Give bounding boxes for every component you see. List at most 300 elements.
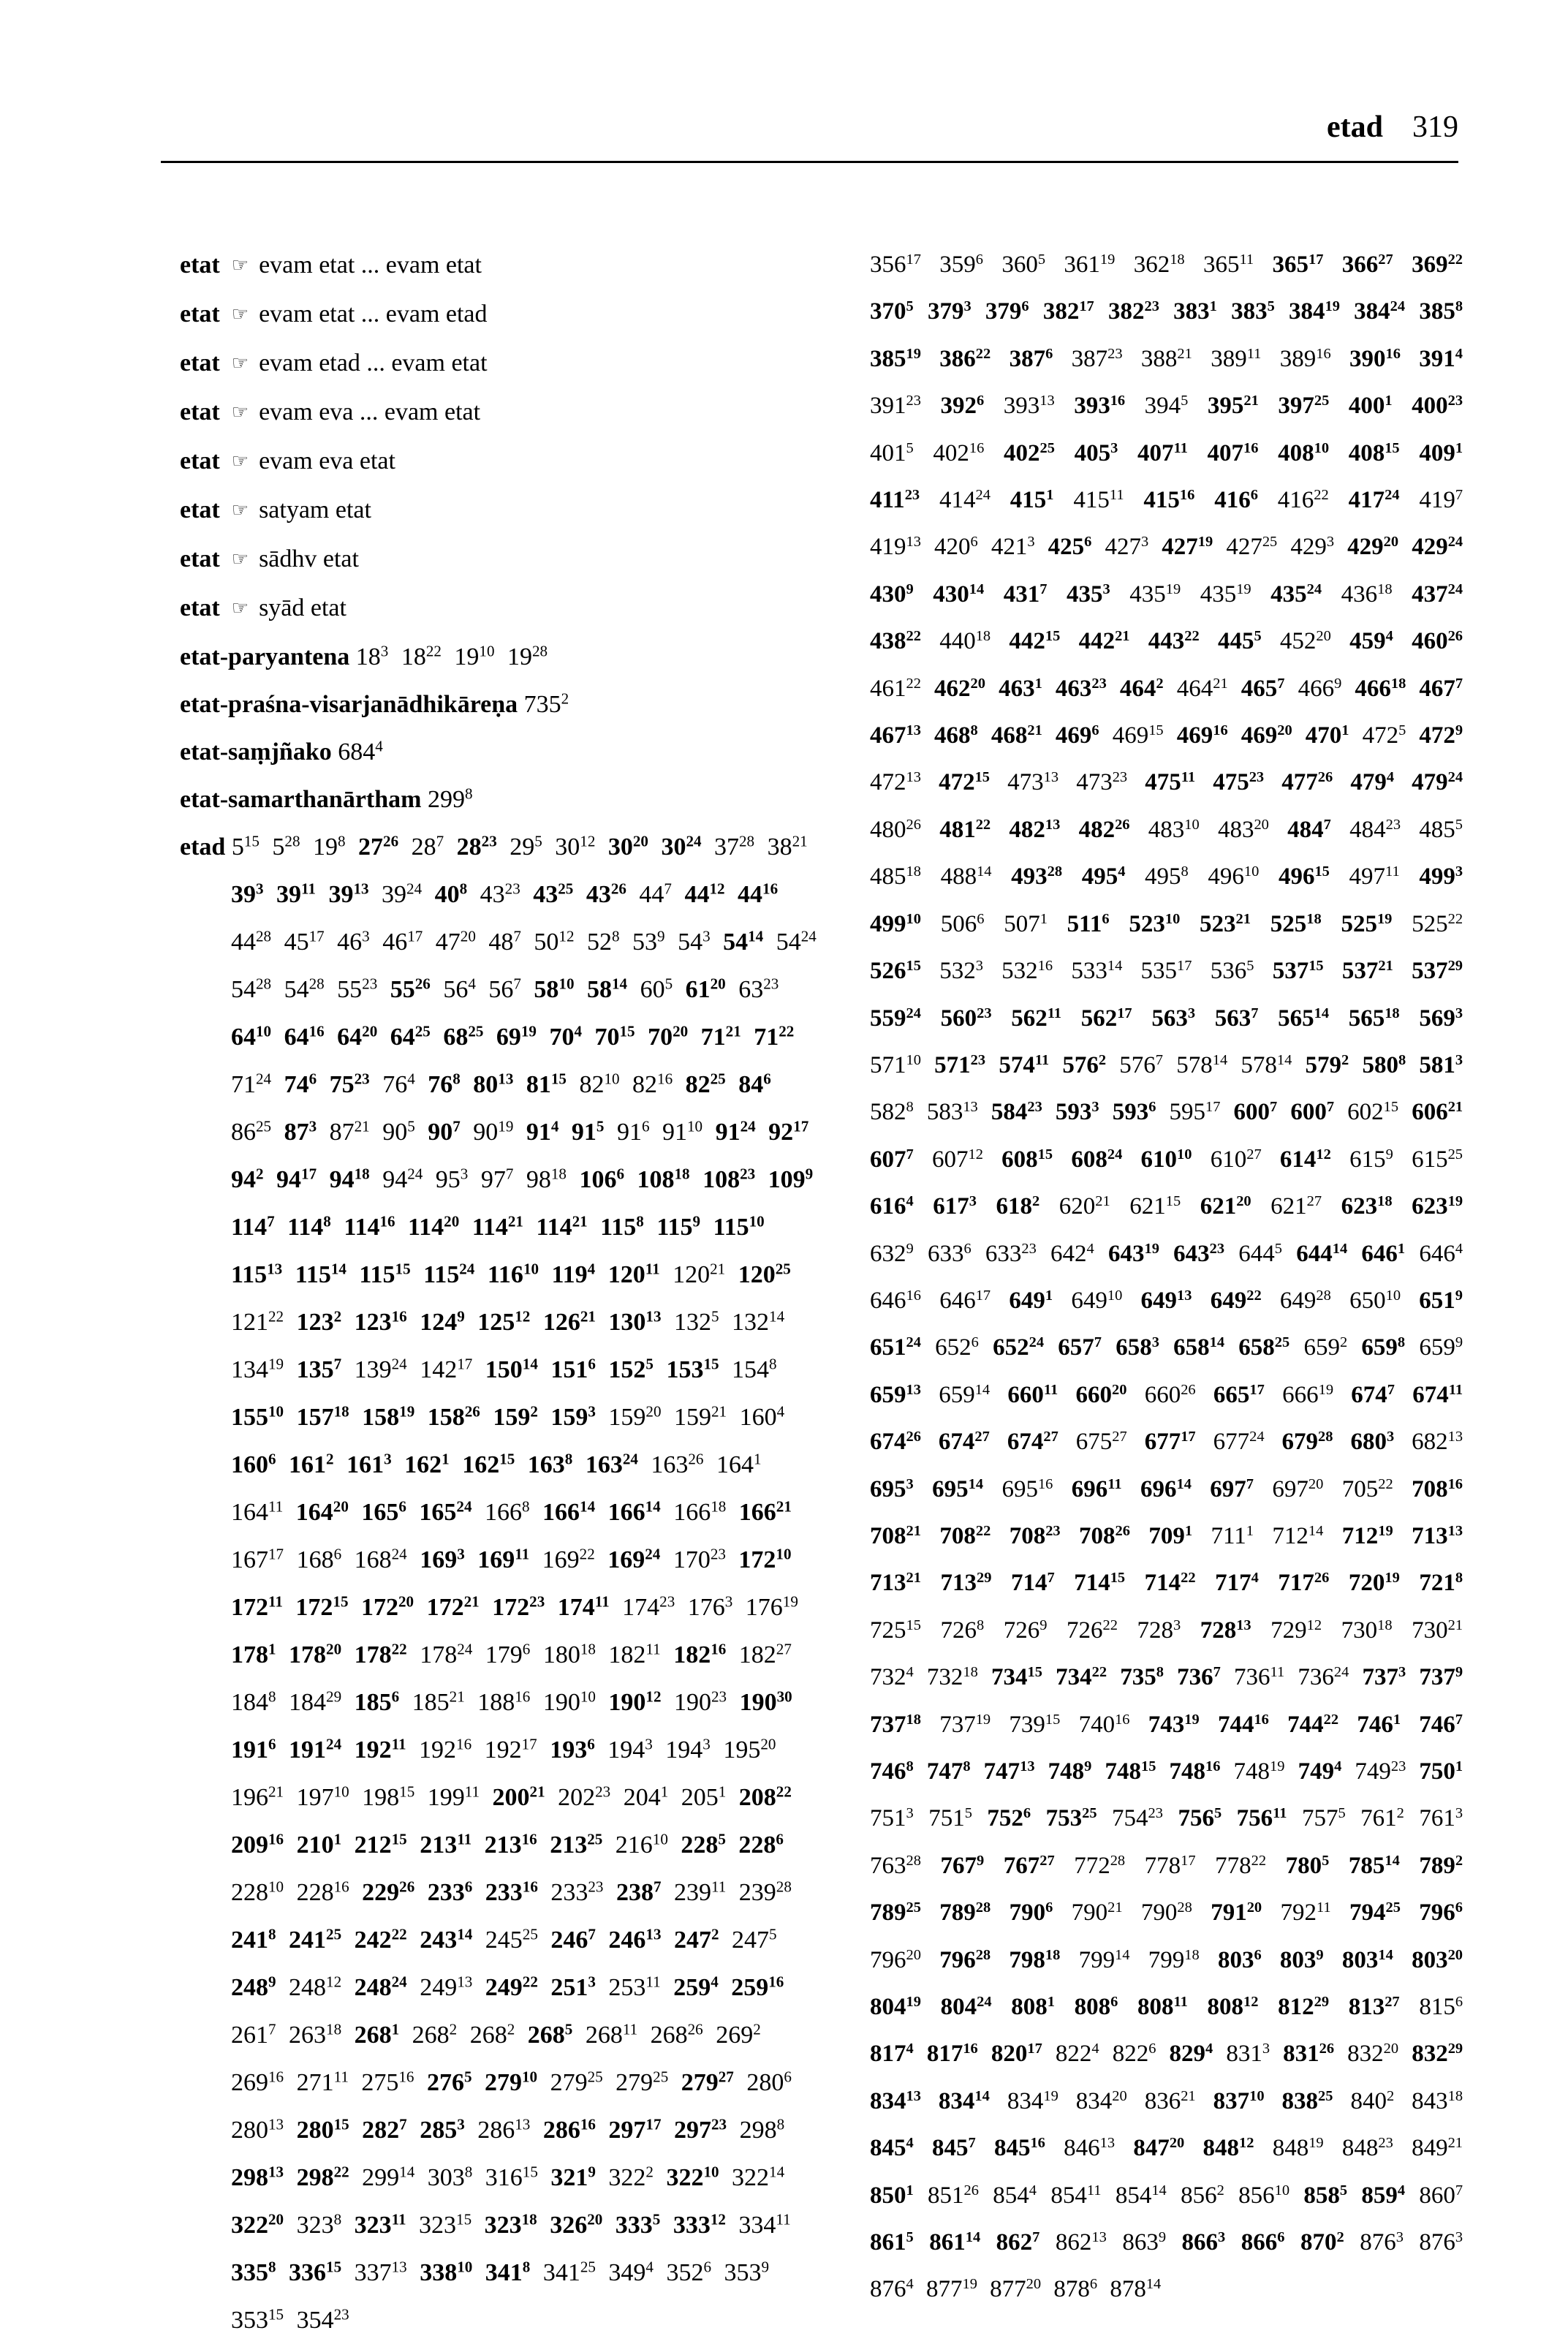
reference: $279^{25}$ xyxy=(550,2068,603,2096)
reference: $98^{18}$ xyxy=(526,1165,567,1193)
reference: $817^{16}$ xyxy=(926,2041,978,2068)
reference: $506^6$ xyxy=(940,910,985,937)
reference: $743^{19}$ xyxy=(1148,1711,1200,1738)
reference: $744^{22}$ xyxy=(1287,1711,1339,1738)
reference: $712^{19}$ xyxy=(1341,1522,1393,1549)
reference: $407^{16}$ xyxy=(1207,439,1259,466)
reference: $87^{21}$ xyxy=(329,1117,370,1146)
reference: $414^{24}$ xyxy=(939,486,991,514)
reference: $578^{14}$ xyxy=(1176,1051,1228,1078)
reference: $560^{23}$ xyxy=(940,1005,992,1032)
reference: $43^{26}$ xyxy=(586,880,626,908)
reference: $44^{16}$ xyxy=(738,880,779,908)
reference: $169^3$ xyxy=(420,1545,465,1573)
reference: $739^{15}$ xyxy=(1009,1711,1061,1738)
reference: $790^6$ xyxy=(1009,1899,1053,1927)
reference: $286^{13}$ xyxy=(477,2115,531,2144)
reference: $767^9$ xyxy=(940,1852,985,1879)
reference: $623^{18}$ xyxy=(1341,1192,1393,1220)
reference: $697^{20}$ xyxy=(1272,1475,1324,1502)
reference: $475^{23}$ xyxy=(1213,769,1265,796)
reference: $748^9$ xyxy=(1048,1758,1092,1785)
reference: $160^6$ xyxy=(231,1450,276,1478)
reference: $576^2$ xyxy=(1062,1051,1107,1078)
reference: $421^3$ xyxy=(991,534,1035,561)
entry-headword: etat xyxy=(180,252,220,279)
reference: $804^{24}$ xyxy=(940,1993,992,2021)
reference: $275^{16}$ xyxy=(361,2068,414,2096)
reference: $228^5$ xyxy=(681,1830,726,1859)
reference: $858^5$ xyxy=(1303,2182,1348,2209)
reference: $108^{23}$ xyxy=(702,1165,756,1193)
reference: $714^{15}$ xyxy=(1074,1570,1126,1597)
reference: $286^{16}$ xyxy=(542,2115,596,2144)
crossref-entry xyxy=(180,339,823,388)
reference: $870^2$ xyxy=(1300,2228,1344,2256)
reference: $792^{11}$ xyxy=(1280,1899,1331,1927)
reference: $115^{14}$ xyxy=(295,1260,346,1288)
reference: $182^{16}$ xyxy=(673,1640,727,1668)
reference: $94^{24}$ xyxy=(382,1165,423,1193)
reference: $485^{18}$ xyxy=(870,863,921,891)
reference: $115^{10}$ xyxy=(713,1212,765,1241)
reference: $472^{13}$ xyxy=(870,769,921,796)
reference: $238^7$ xyxy=(616,1878,662,1906)
crossref-entry xyxy=(180,584,823,633)
reference: $352^6$ xyxy=(666,2258,711,2286)
reference: $785^{14}$ xyxy=(1348,1852,1400,1879)
reference: $333^{12}$ xyxy=(673,2210,726,2239)
reference: $120^{11}$ xyxy=(607,1260,660,1288)
reference: $697^7$ xyxy=(1210,1475,1254,1502)
reference: $369^{22}$ xyxy=(1412,251,1463,278)
reference: $297^{17}$ xyxy=(608,2115,662,2144)
reference: $335^8$ xyxy=(231,2258,276,2286)
reference: $581^3$ xyxy=(1419,1051,1463,1078)
reference: $537^{21}$ xyxy=(1341,957,1393,985)
reference: $337^{13}$ xyxy=(354,2258,407,2286)
reference: $621^{15}$ xyxy=(1129,1192,1181,1220)
reference: $18^{22}$ xyxy=(401,642,442,670)
reference: $322^{10}$ xyxy=(666,2163,719,2191)
reference: $616^4$ xyxy=(870,1192,914,1220)
index-entry xyxy=(180,728,823,776)
reference: $415^{11}$ xyxy=(1073,486,1124,514)
reference: $791^{20}$ xyxy=(1211,1899,1262,1927)
reference: $713^{29}$ xyxy=(940,1570,992,1597)
reference: $247^2$ xyxy=(673,1925,719,1954)
reference: $497^{11}$ xyxy=(1349,863,1400,891)
reference: $45^{17}$ xyxy=(284,927,325,956)
reference: $763^{28}$ xyxy=(870,1852,921,1879)
reference: $877^{20}$ xyxy=(990,2276,1042,2303)
reference: $169^{24}$ xyxy=(607,1545,661,1573)
reference: $737^9$ xyxy=(1419,1663,1463,1691)
reference: $5^{15}$ xyxy=(231,832,260,861)
reference: $243^{14}$ xyxy=(420,1925,473,1954)
pointing-hand-icon: ☞ xyxy=(231,352,249,374)
reference: $190^{12}$ xyxy=(608,1687,662,1716)
reference: $383^5$ xyxy=(1231,298,1275,325)
crossref-target: evam eva etat xyxy=(259,447,395,475)
reference: $430^{14}$ xyxy=(933,581,985,608)
reference: $427^{19}$ xyxy=(1162,534,1213,561)
reference: $142^{17}$ xyxy=(420,1355,473,1383)
reference: $385^8$ xyxy=(1419,298,1463,325)
reference: $123^{16}$ xyxy=(354,1307,407,1336)
reference: $431^7$ xyxy=(1003,581,1048,608)
reference: $323^8$ xyxy=(296,2210,342,2239)
reference: $19^8$ xyxy=(312,832,346,861)
reference: $736^{24}$ xyxy=(1298,1663,1349,1691)
reference: $303^8$ xyxy=(427,2163,473,2191)
reference: $757^5$ xyxy=(1301,1805,1346,1832)
reference: $87^3$ xyxy=(284,1117,317,1146)
reference: $537^{15}$ xyxy=(1272,957,1324,985)
reference: $714^7$ xyxy=(1010,1570,1055,1597)
reference: $834^{13}$ xyxy=(870,2087,921,2114)
reference: $808^6$ xyxy=(1074,1993,1118,2021)
reference: $213^{16}$ xyxy=(484,1830,537,1859)
reference: $409^1$ xyxy=(1419,439,1463,466)
reference: $725^{15}$ xyxy=(870,1617,921,1644)
reference: $496^{10}$ xyxy=(1208,863,1260,891)
reference: $649^{10}$ xyxy=(1071,1287,1123,1314)
reference: $674^{11}$ xyxy=(1412,1381,1463,1408)
pointing-hand-icon: ☞ xyxy=(231,597,249,619)
reference: $90^7$ xyxy=(428,1117,461,1146)
reference: $425^6$ xyxy=(1048,534,1092,561)
reference: $466^9$ xyxy=(1298,675,1342,702)
reference: $161^3$ xyxy=(346,1450,392,1478)
page-header xyxy=(161,110,1458,163)
reference: $618^2$ xyxy=(996,1192,1040,1220)
entry-headword: etat-saṃjñako xyxy=(180,738,332,765)
reference: $192^{11}$ xyxy=(354,1735,406,1763)
reference: $297^{23}$ xyxy=(673,2115,727,2144)
reference: $269^2$ xyxy=(716,2020,761,2049)
reference: $90^{19}$ xyxy=(473,1117,514,1146)
reference: $416^{22}$ xyxy=(1277,486,1329,514)
reference: $157^{18}$ xyxy=(296,1402,349,1431)
reference: $726^8$ xyxy=(940,1617,985,1644)
reference: $820^{17}$ xyxy=(991,2041,1042,2068)
reference: $90^5$ xyxy=(382,1117,415,1146)
reference: $460^{26}$ xyxy=(1412,628,1463,655)
reference: $429^3$ xyxy=(1290,534,1335,561)
crossref-entry xyxy=(180,486,823,535)
reference: $780^5$ xyxy=(1285,1852,1330,1879)
reference: $483^{10}$ xyxy=(1148,816,1200,843)
reference: $228^{10}$ xyxy=(231,1878,284,1906)
reference: $139^{24}$ xyxy=(354,1355,407,1383)
reference: $646^{17}$ xyxy=(939,1287,991,1314)
reference: $726^9$ xyxy=(1003,1617,1048,1644)
reference: $523^{21}$ xyxy=(1200,910,1251,937)
reference: $747^8$ xyxy=(926,1758,971,1785)
left-column xyxy=(180,241,823,2344)
reference: $532^{16}$ xyxy=(1001,957,1053,985)
reference: $417^{24}$ xyxy=(1348,486,1400,514)
reference: $798^{18}$ xyxy=(1009,1946,1061,1973)
reference: $737^{18}$ xyxy=(870,1711,921,1738)
reference: $58^{14}$ xyxy=(586,975,628,1003)
reference: $164^{11}$ xyxy=(231,1497,284,1526)
reference: $863^9$ xyxy=(1122,2228,1167,2256)
reference: $408^{10}$ xyxy=(1278,439,1330,466)
reference: $172^{23}$ xyxy=(492,1592,545,1621)
reference: $876^3$ xyxy=(1419,2228,1463,2256)
reference: $838^{25}$ xyxy=(1281,2087,1333,2114)
reference: $796^6$ xyxy=(1419,1899,1463,1927)
reference: $878^6$ xyxy=(1053,2276,1098,2303)
reference: $843^{18}$ xyxy=(1412,2087,1463,2114)
reference: $482^{26}$ xyxy=(1078,816,1130,843)
crossref-target: evam etad ... evam etat xyxy=(259,349,488,377)
reference: $607^{12}$ xyxy=(931,1146,983,1173)
reference: $56^4$ xyxy=(443,975,476,1003)
reference: $482^{13}$ xyxy=(1009,816,1061,843)
reference: $822^4$ xyxy=(1055,2041,1099,2068)
reference: $126^{21}$ xyxy=(542,1307,596,1336)
reference: $299^{14}$ xyxy=(362,2163,415,2191)
reference: $461^{22}$ xyxy=(870,675,921,702)
reference: $484^7$ xyxy=(1287,816,1331,843)
reference: $778^{22}$ xyxy=(1215,1852,1267,1879)
reference: $229^{26}$ xyxy=(362,1878,415,1906)
reference: $675^{27}$ xyxy=(1075,1428,1127,1456)
reference: $620^{21}$ xyxy=(1058,1192,1110,1220)
reference: $299^8$ xyxy=(428,785,473,813)
reference: $834^{14}$ xyxy=(938,2087,990,2114)
reference: $744^{16}$ xyxy=(1217,1711,1269,1738)
reference: $729^{12}$ xyxy=(1270,1617,1322,1644)
reference: $268^5$ xyxy=(527,2020,573,2049)
reference: $442^{21}$ xyxy=(1078,628,1130,655)
reference: $708^{21}$ xyxy=(870,1522,921,1549)
reference: $114^{21}$ xyxy=(536,1212,588,1241)
reference: $861^{14}$ xyxy=(929,2228,981,2256)
reference: $708^{22}$ xyxy=(939,1522,991,1549)
reference: $649^{13}$ xyxy=(1140,1287,1192,1314)
reference: $695^{14}$ xyxy=(932,1475,984,1502)
reference: $125^{12}$ xyxy=(477,1307,531,1336)
reference: $822^6$ xyxy=(1112,2041,1156,2068)
reference: $172^{10}$ xyxy=(738,1545,792,1573)
reference: $848^{19}$ xyxy=(1272,2135,1324,2162)
reference: $246^{13}$ xyxy=(608,1925,662,1954)
reference: $429^{20}$ xyxy=(1347,534,1399,561)
reference: $859^4$ xyxy=(1361,2182,1406,2209)
reference: $82^{25}$ xyxy=(685,1070,726,1098)
reference: $754^{23}$ xyxy=(1112,1805,1163,1832)
reference: $120^{21}$ xyxy=(673,1260,726,1288)
reference: $19^{10}$ xyxy=(454,642,495,670)
crossref-entry xyxy=(180,437,823,486)
reference: $846^{13}$ xyxy=(1064,2135,1116,2162)
reference: $674^{27}$ xyxy=(1007,1428,1058,1456)
reference: $165^{24}$ xyxy=(419,1497,472,1526)
reference: $92^{17}$ xyxy=(768,1117,809,1146)
reference: $228^{16}$ xyxy=(296,1878,349,1906)
reference: $54^{24}$ xyxy=(776,927,817,956)
reference: $435^{24}$ xyxy=(1270,581,1322,608)
reference: $856^{10}$ xyxy=(1238,2182,1290,2209)
reference: $608^{24}$ xyxy=(1071,1146,1123,1173)
reference: $84^6$ xyxy=(738,1070,771,1098)
reference: $469^{20}$ xyxy=(1241,722,1292,749)
reference: $233^{23}$ xyxy=(550,1878,604,1906)
crossref-target: evam etat ... evam etat xyxy=(259,252,482,279)
entry-headword: etat xyxy=(180,300,220,328)
reference: $402^{16}$ xyxy=(933,439,985,466)
reference: $194^3$ xyxy=(607,1735,653,1763)
reference: $479^4$ xyxy=(1350,769,1395,796)
reference: $184^8$ xyxy=(231,1687,276,1716)
reference: $365^{17}$ xyxy=(1272,251,1324,278)
reference: $804^{19}$ xyxy=(870,1993,921,2021)
reference: $803^9$ xyxy=(1279,1946,1324,1973)
reference: $52^8$ xyxy=(586,927,620,956)
reference: $836^{21}$ xyxy=(1144,2087,1196,2114)
reference: $705^{22}$ xyxy=(1341,1475,1393,1502)
reference: $876^4$ xyxy=(870,2276,914,2303)
reference: $341^{25}$ xyxy=(542,2258,596,2286)
reference: $341^8$ xyxy=(485,2258,531,2286)
reference: $247^5$ xyxy=(732,1925,777,1954)
reference: $834^{19}$ xyxy=(1007,2087,1058,2114)
reference: $323^{15}$ xyxy=(419,2210,472,2239)
reference: $209^{16}$ xyxy=(231,1830,284,1859)
reference: $537^{29}$ xyxy=(1412,957,1463,985)
reference: $360^5$ xyxy=(1001,251,1046,278)
reference: $190^{30}$ xyxy=(739,1687,792,1716)
reference: $862^{13}$ xyxy=(1055,2228,1107,2256)
reference: $163^8$ xyxy=(527,1450,573,1478)
reference: $856^2$ xyxy=(1181,2182,1224,2209)
reference: $321^9$ xyxy=(550,2163,596,2191)
reference: $803^{20}$ xyxy=(1412,1946,1463,1973)
reference: $384^{19}$ xyxy=(1289,298,1340,325)
reference: $95^3$ xyxy=(435,1165,469,1193)
reference: $674^{26}$ xyxy=(870,1428,921,1456)
reference: $750^1$ xyxy=(1419,1758,1463,1785)
reference: $435^{19}$ xyxy=(1129,581,1181,608)
reference: $94^2$ xyxy=(231,1165,264,1193)
reference: $271^{11}$ xyxy=(296,2068,349,2096)
reference: $834^{20}$ xyxy=(1075,2087,1127,2114)
reference: $753^{25}$ xyxy=(1045,1805,1097,1832)
reference: $68^{25}$ xyxy=(443,1022,484,1051)
reference: $53^9$ xyxy=(632,927,665,956)
reference: $323^{11}$ xyxy=(354,2210,406,2239)
reference: $44^7$ xyxy=(639,880,672,908)
reference: $76^4$ xyxy=(382,1070,415,1098)
reference: $392^6$ xyxy=(940,392,985,420)
reference: $280^6$ xyxy=(746,2068,792,2096)
reference: $713^{21}$ xyxy=(870,1570,921,1597)
reference: $495^4$ xyxy=(1081,863,1126,891)
reference: $239^{11}$ xyxy=(673,1878,727,1906)
reference: $316^{15}$ xyxy=(485,2163,538,2191)
reference: $91^5$ xyxy=(571,1117,605,1146)
reference: $862^7$ xyxy=(996,2228,1040,2256)
reference: $63^{23}$ xyxy=(738,975,779,1003)
reference: $832^{29}$ xyxy=(1412,2041,1463,2068)
reference: $169^{11}$ xyxy=(477,1545,530,1573)
reference: $233^6$ xyxy=(427,1878,473,1906)
reference: $817^4$ xyxy=(870,2041,914,2068)
reference: $30^{20}$ xyxy=(607,832,648,861)
reference: $176^3$ xyxy=(687,1592,733,1621)
reference: $803^{14}$ xyxy=(1341,1946,1393,1973)
reference: $114^{20}$ xyxy=(408,1212,460,1241)
reference: $837^{10}$ xyxy=(1213,2087,1265,2114)
reference: $172^{11}$ xyxy=(231,1592,283,1621)
reference: $401^5$ xyxy=(870,439,914,466)
pointing-hand-icon: ☞ xyxy=(231,548,249,570)
reference: $840^2$ xyxy=(1350,2087,1395,2114)
reference: $259^4$ xyxy=(673,1973,719,2001)
reference: $158^{19}$ xyxy=(362,1402,415,1431)
reference: $747^{13}$ xyxy=(983,1758,1035,1785)
reference: $623^{19}$ xyxy=(1412,1192,1463,1220)
reference: $395^{21}$ xyxy=(1207,392,1259,420)
reference: $172^{20}$ xyxy=(361,1592,414,1621)
reference: $674^7$ xyxy=(1351,1381,1395,1408)
entry-headword: etat-paryantena xyxy=(180,643,350,670)
reference: $178^{22}$ xyxy=(354,1640,407,1668)
reference: $600^7$ xyxy=(1290,1099,1335,1126)
reference: $172^{21}$ xyxy=(426,1592,480,1621)
reference: $415^1$ xyxy=(1010,486,1054,514)
reference: $632^9$ xyxy=(870,1240,914,1267)
reference: $468^8$ xyxy=(934,722,978,749)
reference: $851^{26}$ xyxy=(928,2182,979,2209)
reference: $761^3$ xyxy=(1419,1805,1463,1832)
reference: $761^2$ xyxy=(1360,1805,1404,1832)
reference: $251^3$ xyxy=(550,1973,596,2001)
reference: $166^{21}$ xyxy=(738,1497,792,1526)
reference: $756^{11}$ xyxy=(1236,1805,1287,1832)
reference: $602^{15}$ xyxy=(1347,1099,1399,1126)
reference: $436^{18}$ xyxy=(1341,581,1393,608)
reference: $437^{24}$ xyxy=(1412,581,1463,608)
reference: $123^2$ xyxy=(296,1307,342,1336)
reference: $430^9$ xyxy=(870,581,914,608)
reference: $607^7$ xyxy=(870,1146,914,1173)
reference: $579^2$ xyxy=(1305,1051,1349,1078)
reference: $30^{12}$ xyxy=(555,832,596,861)
reference: $812^{29}$ xyxy=(1278,1993,1330,2021)
reference: $38^{21}$ xyxy=(767,832,808,861)
reference: $268^2$ xyxy=(469,2020,515,2049)
reference: $734^{15}$ xyxy=(991,1663,1042,1691)
reference: $184^{29}$ xyxy=(289,1687,342,1716)
reference: $815^6$ xyxy=(1419,1993,1463,2021)
index-entry xyxy=(180,681,823,728)
reference: $799^{18}$ xyxy=(1148,1946,1200,1973)
reference: $205^1$ xyxy=(681,1782,727,1811)
reference: $400^{23}$ xyxy=(1412,392,1463,420)
reference: $190^{23}$ xyxy=(673,1687,727,1716)
reference: $164^1$ xyxy=(716,1450,762,1478)
reference: $717^4$ xyxy=(1215,1570,1259,1597)
reference: $246^7$ xyxy=(550,1925,596,1954)
reference: $563^3$ xyxy=(1151,1005,1196,1032)
reference: $615^9$ xyxy=(1349,1146,1393,1173)
reference: $483^{20}$ xyxy=(1217,816,1269,843)
